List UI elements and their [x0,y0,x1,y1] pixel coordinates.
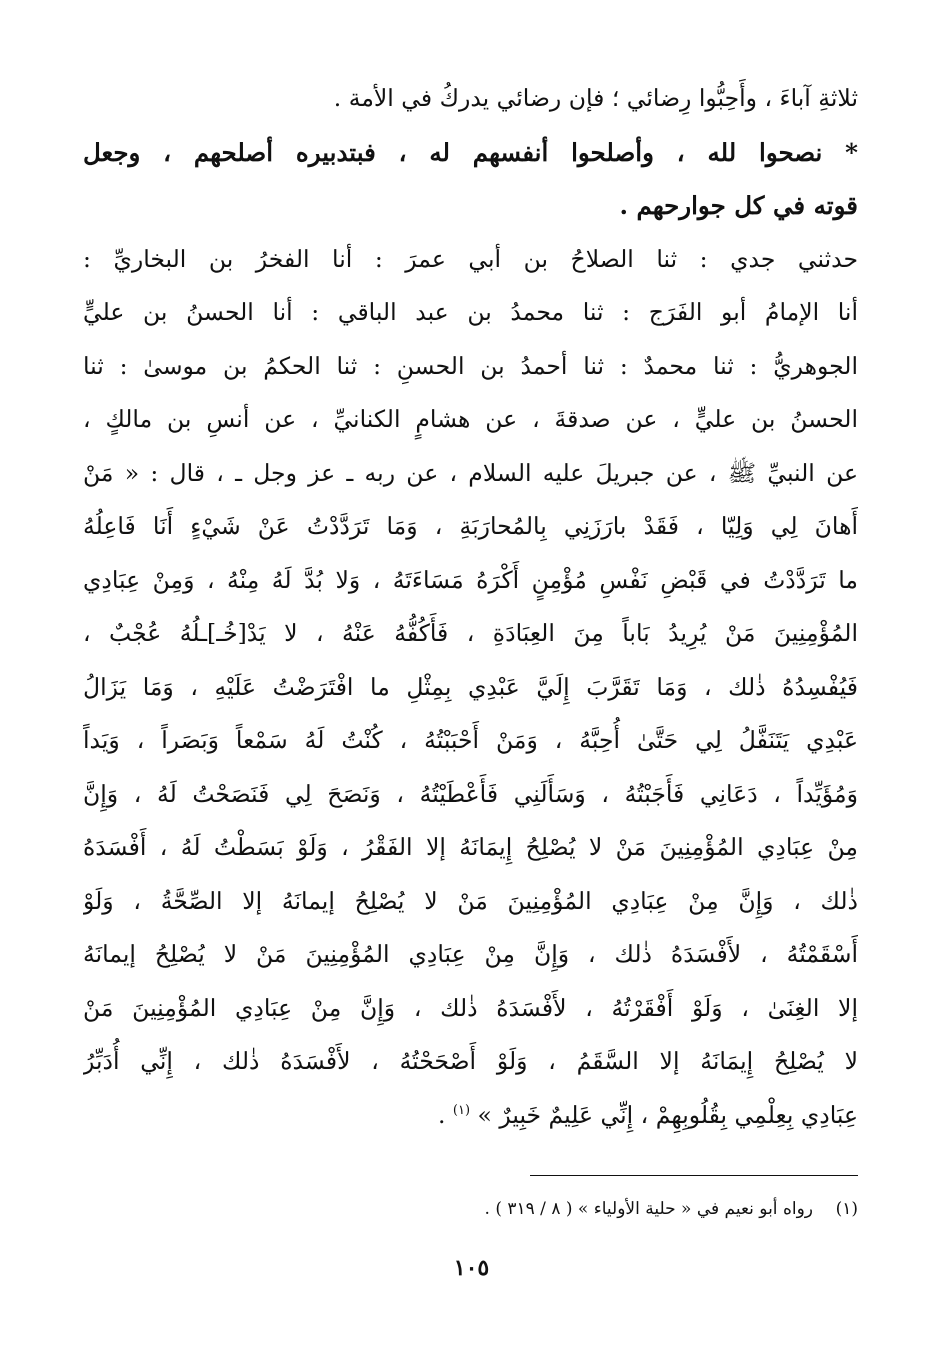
text-line: الحسنُ بن عليٍّ ، عن صدقةَ ، عن هشامٍ الكنانيِّ ، عن أنسِ بن مالكٍ ، [83,405,858,433]
text-line: الجوهريُّ : ثنا محمدٌ : ثنا أحمدُ بن الحسنِ : ثنا الحكمُ بن موسىٰ : ثنا [83,351,858,380]
text-line: عن النبيِّ ﷺ ، عن جبريلَ عليه السلام ، عن ربه ـ عز وجل ـ ، قال : « مَنْ [83,458,858,487]
footnote-text: رواه أبو نعيم في « حلية الأولياء » ( ٨ / ٣١٩ ) . [484,1199,813,1219]
text-line: المُؤْمِنِينَ مَنْ يُرِيدُ بَاباً مِنَ العِبَادَةِ ، فَأَكُفُّهُ عَنْهُ ، لا يَدْ[خُـ]ـلُهُ عُجْبٌ ، [83,619,858,647]
final-line-text: عِبَادِي بِعِلْمِي بِقُلُوبِهِمْ ، إِنِّي عَلِيمٌ خَبِيرٌ » [477,1100,858,1129]
text-line: ما تَرَدَّدْتُ في قَبْضِ نَفْسِ مُؤْمِنٍ أَكْرَهُ مَسَاءَتَهُ ، وَلا بُدَّ لَهُ مِنْهُ ، وَمِنْ عِبَادِي [83,565,858,594]
text-line: أنا الإمامُ أبو الفَرَج : ثنا محمدُ بن عبد الباقي : أنا الحسنُ بن عليٍّ [83,298,858,326]
text-line: مِنْ عِبَادِي المُؤْمِنِينَ مَنْ لا يُصْلِحُ إِيمَانَهُ إلا الفَقْرُ ، وَلَوْ بَسَطْتُ لَهُ ، أَفْسَدَهُ [83,833,858,861]
text-line: حدثني جدي : ثنا الصلاحُ بن أبي عمرَ : أنا الفخرُ بن البخاريِّ : [83,244,858,273]
footnote-reference[interactable]: (١) [452,1102,471,1118]
text-line: عَبْدِي يَتَنَفَّلُ لِي حَتَّىٰ أُحِبَّهُ ، وَمَنْ أَحْبَبْتُهُ ، كُنْتُ لَهُ سَمْعاً وَبَصَراً ، وَيَداً [83,726,858,754]
text-line: ذٰلك ، وَإِنَّ مِنْ عِبَادِي المُؤْمِنِينَ مَنْ لا يُصْلِحُ إيمانَهُ إلا الصِّحَّةُ ، وَلَوْ [83,886,858,915]
text-line: أَهانَ لِي وَلِيّا ، فَقَدْ بارَزَنِي بِالمُحارَبَةِ ، وَمَا تَرَدَّدْتُ عَنْ شَيْءٍ أَنَا فَاعِلُهُ [83,512,858,540]
footnote-number: (١) [835,1199,858,1219]
text-line: إلا الغِنَىٰ ، وَلَوْ أَفْقَرْتُهُ ، لأَفْسَدَهُ ذٰلك ، وَإِنَّ مِنْ عِبَادِي المُؤْمِنِينَ مَنْ [83,993,858,1022]
heading-line: قوته في كل جوارحهم . [619,191,858,220]
text-line: لا يُصْلِحُ إِيمَانَهُ إلا السَّقَمُ ، وَلَوْ أَصْحَحْتُهُ ، لأَفْسَدَهُ ذٰلك ، إِنِّي أُدَبِّرُ [83,1047,858,1075]
final-line-end: . [437,1100,453,1129]
text-line-final [83,1089,858,1143]
text-line: وَمُؤَيِّداً ، دَعَانِي فَأَجَبْتُهُ ، وَسَأَلَنِي فَأَعْطَيْتُهُ ، وَنَصَحَ لِي فَنَصَحْتُ لَهُ ، وَإِنَّ [83,779,858,808]
text-line: أَسْقَمْتُهُ ، لأَفْسَدَهُ ذٰلك ، وَإِنَّ مِنْ عِبَادِي المُؤْمِنِينَ مَنْ لا يُصْلِحُ إيمانَهُ [83,940,858,968]
footnote-divider [530,1175,858,1176]
footnote [83,1192,858,1226]
main-text [83,72,858,1142]
heading-line: * نصحوا لله ، وأصلحوا أنفسهم له ، فبتدبيره أصلحهم ، وجعل [83,137,858,167]
text-line: فَيُفْسِدُهُ ذٰلك ، وَمَا تَقَرَّبَ إِلَيَّ عَبْدِي بِمِثْلِ ما افْتَرَضْتُ عَلَيْهِ ، وَمَا يَزَالُ [83,672,858,701]
page-number: ١٠٥ [453,1255,490,1281]
text-line: ثلاثةِ آباءَ ، وأَحِبُّوا رِضائي ؛ فإن رضائي يدركُ في الأمة . [333,84,858,112]
